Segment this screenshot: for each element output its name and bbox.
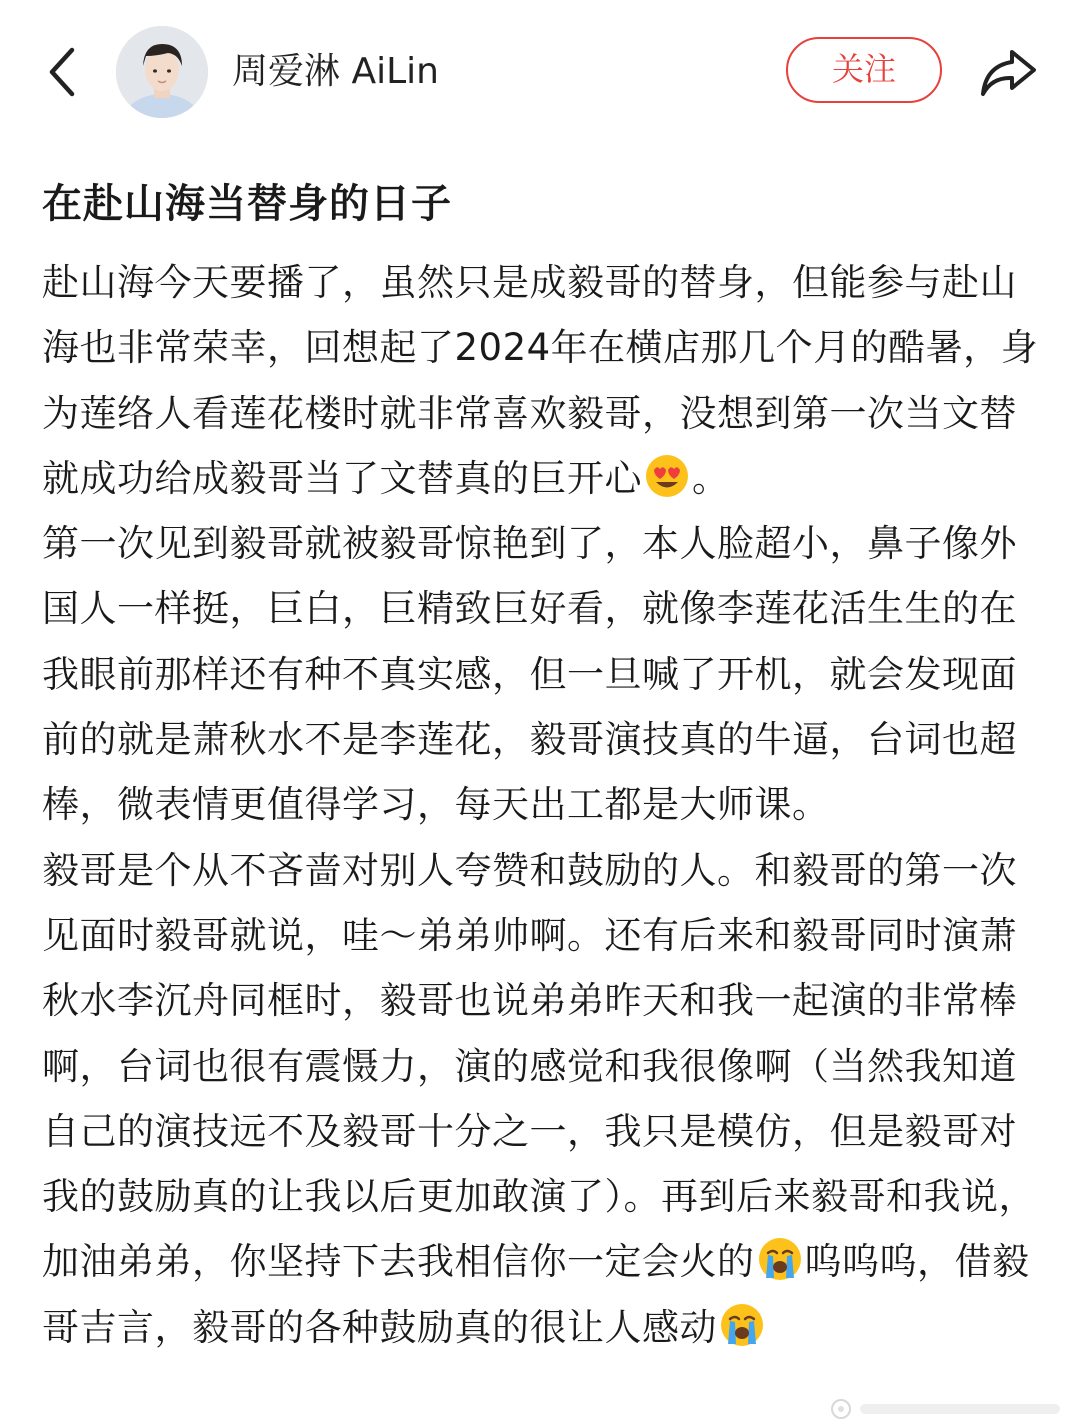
paragraph-3-text: 毅哥是个从不吝啬对别人夸赞和鼓励的人。和毅哥的第一次见面时毅哥就说，哇～弟弟帅啊。还有后来和毅哥同时演萧秋水李沉舟同框时，毅哥也说弟弟昨天和我一起演的非常棒啊，台词也很有震慑力，演的感觉和我很像啊（当然我知道自己的演技远不及毅哥十分之一，我只是模仿，但是毅哥对我的鼓励真的让我以后更加敢演了）。再到后来毅哥和我说，加油弟弟，你坚持下去我相信你一定会火的: [42, 848, 1036, 1284]
share-arrow-icon: [978, 44, 1038, 100]
article-body: [42, 250, 1042, 1360]
follow-button[interactable]: 关注: [786, 37, 942, 103]
paragraph-1-text: 赴山海今天要播了，虽然只是成毅哥的替身，但能参与赴山海也非常荣幸，回想起了2024年在横店那几个月的酷暑，身为莲络人看莲花楼时就非常喜欢毅哥，没想到第一次当文替就成功给成毅哥当了文替真的巨开心: [42, 261, 1039, 500]
loudly-crying-emoji: [757, 1236, 803, 1282]
paragraph-1-end: 。: [692, 456, 730, 500]
paragraph-1: [42, 250, 1042, 511]
avatar-portrait-icon: [116, 26, 208, 118]
avatar[interactable]: [116, 26, 208, 118]
top-navigation-bar: [0, 0, 1080, 145]
paragraph-2: [42, 511, 1042, 837]
chevron-left-icon: [40, 44, 86, 100]
paragraph-2-text: 第一次见到毅哥就被毅哥惊艳到了，本人脸超小，鼻子像外国人一样挺，巨白，巨精致巨好看，就像李莲花活生生的在我眼前那样还有种不真实感，但一旦喊了开机，就会发现面前的就是萧秋水不是李莲花，毅哥演技真的牛逼，台词也超棒，微表情更值得学习，每天出工都是大师课。: [42, 522, 1017, 827]
article-title: 在赴山海当替身的日子: [42, 181, 452, 227]
paragraph-3-continued: 呜呜呜，借毅哥吉言，毅哥的各种鼓励真的很让人感动: [42, 1240, 1030, 1349]
loudly-crying-emoji: [719, 1302, 765, 1348]
heart-eyes-emoji: [644, 453, 690, 499]
watermark-logo-icon: [830, 1398, 1070, 1420]
share-button[interactable]: [978, 44, 1038, 100]
watermark: [830, 1398, 1070, 1420]
paragraph-3: [42, 838, 1042, 1360]
back-button[interactable]: [40, 44, 86, 100]
username[interactable]: 周爱淋 AiLin: [232, 51, 439, 92]
